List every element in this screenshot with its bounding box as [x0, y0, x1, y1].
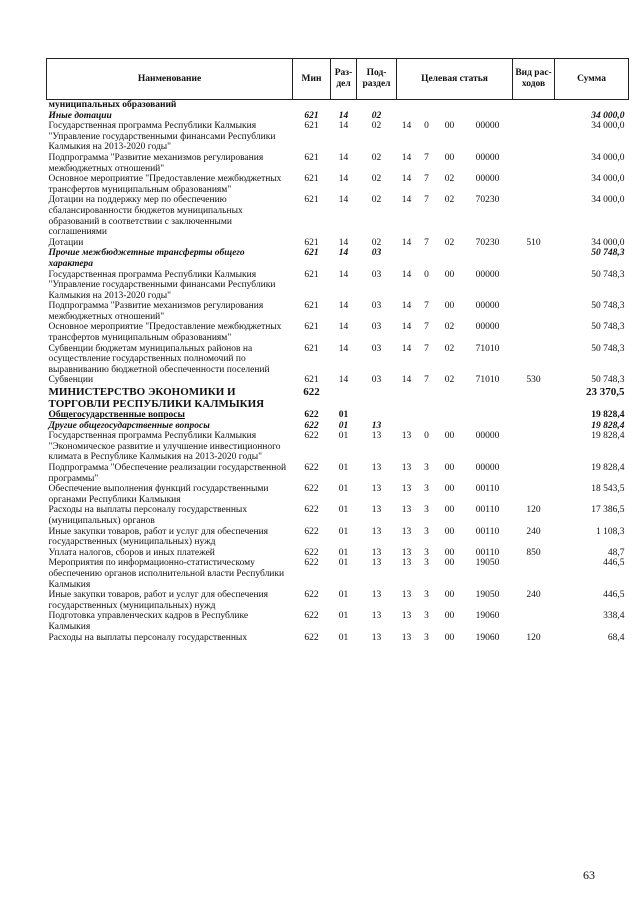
row-sum: 338,4 — [603, 611, 625, 622]
table-body — [47, 100, 629, 644]
row-ministry: 621 — [304, 237, 319, 248]
row-subsection: 13 — [371, 505, 382, 516]
row-target-program: 14 — [401, 174, 412, 185]
row-target-event — [437, 111, 463, 122]
table-header — [47, 59, 629, 100]
row-section: 14 — [338, 174, 349, 185]
row-expense-type — [513, 111, 555, 122]
row-ministry: 622 — [304, 484, 319, 495]
row-target-program: 13 — [401, 484, 412, 495]
table-row — [47, 590, 629, 611]
row-target-subprogram: 3 — [424, 526, 429, 537]
row-subsection: 02 — [371, 237, 382, 248]
row-subsection — [357, 100, 397, 111]
row-target-direction: 19050 — [475, 558, 500, 569]
row-target-direction: 00110 — [475, 484, 500, 495]
row-target-program: 14 — [401, 301, 412, 312]
row-sum: 50 748,3 — [591, 269, 625, 280]
row-target-direction: 70230 — [475, 237, 500, 248]
row-target-program: 14 — [401, 269, 412, 280]
row-subsection: 13 — [371, 611, 382, 622]
row-target-event: 02 — [444, 375, 455, 386]
row-section: 14 — [338, 343, 349, 354]
row-sum: 34 000,0 — [591, 152, 625, 163]
row-target-event: 02 — [444, 237, 455, 248]
table-row — [47, 386, 629, 410]
row-target-event: 00 — [444, 590, 455, 601]
row-expense-type — [513, 174, 555, 195]
header-target-article: Целевая статья — [397, 59, 513, 100]
row-name: муниципальных образований — [48, 100, 177, 110]
row-sum: 34 000,0 — [591, 121, 625, 132]
row-target-program — [397, 386, 417, 410]
row-name: Расходы на выплаты персоналу государственных (муниципальных) органов — [48, 505, 248, 526]
row-subsection: 03 — [371, 248, 382, 259]
table-row — [47, 121, 629, 153]
row-name: Подпрограмма "Обеспечение реализации государственной программы" — [48, 463, 287, 484]
row-target-event: 00 — [444, 611, 455, 622]
row-ministry: 621 — [304, 301, 319, 312]
row-target-direction — [463, 100, 513, 111]
row-section: 14 — [338, 195, 349, 206]
table-row — [47, 100, 629, 111]
row-target-direction: 00110 — [475, 526, 500, 537]
row-subsection: 03 — [371, 269, 382, 280]
row-subsection: 02 — [371, 174, 382, 185]
row-expense-type — [513, 421, 555, 432]
row-target-subprogram — [417, 248, 437, 269]
page-number: 63 — [583, 868, 595, 882]
row-target-subprogram: 7 — [424, 343, 429, 354]
row-section: 01 — [338, 410, 349, 421]
table-row — [47, 558, 629, 590]
row-ministry — [293, 100, 331, 111]
row-target-direction: 71010 — [475, 343, 500, 354]
row-target-subprogram: 7 — [424, 195, 429, 206]
row-target-subprogram: 7 — [424, 375, 429, 386]
row-target-event: 00 — [444, 558, 455, 569]
row-target-direction — [463, 248, 513, 269]
row-target-subprogram — [417, 111, 437, 122]
row-section: 14 — [338, 322, 349, 333]
row-subsection: 13 — [371, 431, 382, 442]
row-subsection: 03 — [371, 375, 382, 386]
row-target-direction: 70230 — [475, 195, 500, 206]
table-row — [47, 248, 629, 269]
row-ministry: 621 — [304, 195, 319, 206]
row-target-subprogram: 7 — [424, 237, 429, 248]
header-min: Мин — [293, 59, 331, 100]
row-target-direction: 00000 — [475, 463, 500, 473]
row-section: 14 — [338, 375, 349, 386]
row-target-program: 14 — [401, 195, 412, 206]
row-target-subprogram: 7 — [424, 322, 429, 333]
row-target-event: 00 — [444, 484, 455, 495]
row-sum: 50 748,3 — [591, 375, 625, 386]
row-sum: 19 828,4 — [591, 431, 625, 442]
row-target-event: 02 — [444, 322, 455, 333]
table-row — [47, 375, 629, 386]
row-target-subprogram: 3 — [424, 484, 429, 495]
table-row — [47, 195, 629, 237]
row-name: Другие общегосударственные вопросы — [48, 420, 210, 431]
row-target-subprogram: 3 — [424, 547, 429, 558]
row-ministry: 622 — [303, 386, 320, 399]
row-ministry: 621 — [304, 269, 319, 280]
row-name: Государственная программа Республики Калмыкия "Управление государственными финансами Республики Калмыкия на 2013-2020 годы" — [48, 121, 276, 153]
row-target-subprogram — [417, 100, 437, 111]
row-name: Государственная программа Республики Калмыкия "Экономическое развитие и улучшение инвестиционного климата в Республике Калмыкия на 2013-2020 годы" — [48, 431, 281, 463]
row-name: Дотации — [48, 237, 84, 248]
row-section: 14 — [338, 248, 349, 259]
row-sum: 17 386,5 — [591, 505, 625, 516]
row-sum: 19 828,4 — [591, 463, 625, 473]
row-ministry: 621 — [304, 322, 319, 333]
row-target-program: 14 — [401, 237, 412, 248]
row-target-subprogram: 3 — [424, 611, 429, 622]
row-expense-type — [513, 431, 555, 463]
header-sum: Сумма — [555, 59, 629, 100]
row-sum: 34 000,0 — [591, 237, 625, 248]
row-subsection: 13 — [371, 526, 382, 537]
row-ministry: 621 — [304, 152, 319, 163]
table-row — [47, 633, 629, 644]
row-target-direction — [463, 386, 513, 410]
row-section: 01 — [338, 431, 349, 442]
row-target-program: 13 — [401, 632, 412, 643]
row-subsection: 02 — [371, 121, 382, 132]
row-target-program — [397, 410, 417, 421]
row-target-event — [437, 248, 463, 269]
row-subsection: 03 — [371, 301, 382, 312]
row-sum: 68,4 — [607, 632, 625, 643]
header-name: Наименование — [47, 59, 293, 100]
table-row — [47, 421, 629, 432]
row-target-event: 02 — [444, 195, 455, 206]
row-name: Прочие межбюджетные трансферты общего характера — [48, 248, 245, 269]
row-target-direction: 00000 — [475, 431, 500, 442]
row-target-event: 02 — [444, 174, 455, 185]
row-name: Подпрограмма "Развитие механизмов регулирования межбюджетных отношений" — [48, 301, 264, 322]
row-sum: 34 000,0 — [591, 195, 625, 206]
row-subsection: 02 — [371, 195, 382, 206]
row-target-direction: 00000 — [475, 269, 500, 280]
row-section: 01 — [338, 558, 349, 569]
row-name: Иные закупки товаров, работ и услуг для обеспечения государственных (муниципальных) нужд — [48, 590, 269, 611]
row-section — [331, 386, 357, 410]
row-section: 01 — [338, 611, 349, 622]
row-subsection: 13 — [371, 558, 382, 569]
row-section: 01 — [338, 632, 349, 643]
row-subsection: 13 — [371, 420, 382, 431]
row-section: 01 — [338, 484, 349, 495]
row-name: Основное мероприятие "Предоставление межбюджетных трансфертов муниципальным образованиям" — [48, 322, 282, 344]
row-section: 14 — [338, 301, 349, 312]
row-sum: 19 828,4 — [591, 420, 625, 431]
row-target-subprogram — [417, 410, 437, 421]
row-expense-type: 120 — [526, 505, 541, 516]
row-expense-type — [513, 322, 555, 343]
row-target-subprogram: 7 — [424, 301, 429, 312]
row-subsection: 03 — [371, 343, 382, 354]
row-expense-type: 240 — [526, 526, 541, 537]
row-name: Общегосударственные вопросы — [48, 410, 185, 421]
row-section: 14 — [338, 237, 349, 248]
row-expense-type — [513, 153, 555, 174]
row-target-event: 00 — [444, 632, 455, 643]
row-name: МИНИСТЕРСТВО ЭКОНОМИКИ И ТОРГОВЛИ РЕСПУБЛИКИ КАЛМЫКИЯ — [48, 386, 265, 411]
row-target-program: 13 — [401, 526, 412, 537]
table-row — [47, 410, 629, 421]
row-section: 01 — [338, 420, 349, 431]
header-expense-type: Вид рас-ходов — [513, 59, 555, 100]
row-target-program: 13 — [401, 590, 412, 601]
row-target-direction: 00000 — [475, 174, 500, 185]
table-row — [47, 322, 629, 343]
row-target-subprogram: 7 — [424, 174, 429, 185]
row-ministry: 622 — [304, 420, 319, 431]
table-row — [47, 505, 629, 526]
row-expense-type — [513, 100, 555, 111]
row-name: Уплата налогов, сборов и иных платежей — [48, 547, 215, 558]
row-sum: 19 828,4 — [591, 410, 625, 421]
row-section: 14 — [338, 152, 349, 163]
row-section: 01 — [338, 526, 349, 537]
row-ministry: 622 — [304, 558, 319, 569]
row-target-program: 13 — [401, 505, 412, 516]
row-target-program — [397, 111, 417, 122]
row-section: 14 — [338, 121, 349, 132]
row-target-direction — [463, 410, 513, 421]
row-target-program: 13 — [401, 558, 412, 569]
row-expense-type — [513, 410, 555, 421]
table-row — [47, 174, 629, 195]
row-sum: 50 748,3 — [591, 343, 625, 354]
row-expense-type — [513, 611, 555, 632]
row-expense-type: 530 — [526, 375, 541, 386]
table-row — [47, 611, 629, 632]
row-name: Государственная программа Республики Калмыкия "Управление государственными финансами Республики Калмыкия на 2013-2020 годы" — [48, 269, 276, 301]
row-subsection — [357, 410, 397, 421]
row-target-program: 14 — [401, 322, 412, 333]
row-target-subprogram: 0 — [424, 269, 429, 280]
table-row — [47, 463, 629, 484]
row-target-program — [397, 248, 417, 269]
row-target-program: 13 — [401, 431, 412, 442]
row-subsection: 13 — [371, 590, 382, 601]
row-target-event: 00 — [444, 152, 455, 163]
row-name: Расходы на выплаты персоналу государственных — [48, 632, 248, 643]
row-subsection: 13 — [371, 463, 382, 473]
row-target-subprogram: 7 — [424, 152, 429, 163]
header-podrazdel: Под-раздел — [357, 59, 397, 100]
row-target-event — [437, 100, 463, 111]
row-target-subprogram: 3 — [424, 632, 429, 643]
row-target-subprogram: 3 — [424, 558, 429, 569]
row-expense-type: 850 — [526, 547, 541, 558]
row-name: Иные дотации — [48, 110, 112, 121]
row-target-direction: 00110 — [475, 505, 500, 516]
row-target-event: 00 — [444, 505, 455, 516]
row-section: 01 — [338, 590, 349, 601]
row-target-event — [437, 410, 463, 421]
row-expense-type — [513, 463, 555, 484]
row-name: Основное мероприятие "Предоставление межбюджетных трансфертов муниципальным образованиям" — [48, 174, 282, 195]
row-ministry: 621 — [304, 174, 319, 185]
row-target-subprogram — [417, 386, 437, 410]
row-target-subprogram: 3 — [424, 463, 429, 473]
row-target-direction: 19050 — [475, 590, 500, 601]
row-sum: 34 000,0 — [591, 110, 625, 121]
row-subsection: 13 — [371, 632, 382, 643]
row-expense-type — [513, 270, 555, 302]
row-expense-type — [513, 301, 555, 322]
row-ministry: 622 — [304, 463, 319, 473]
row-ministry: 621 — [304, 343, 319, 354]
row-target-event: 00 — [444, 547, 455, 558]
row-target-event: 00 — [444, 121, 455, 132]
row-target-program: 14 — [401, 152, 412, 163]
row-name: Субвенции бюджетам муниципальных районов на осуществление государственных полномочий по выравниванию бюджетной обеспеченности поселений — [48, 343, 270, 375]
row-target-direction: 00000 — [475, 322, 500, 333]
row-ministry: 622 — [304, 410, 319, 421]
row-name: Субвенции — [48, 375, 94, 386]
table-row — [47, 431, 629, 463]
row-ministry: 622 — [304, 547, 319, 558]
row-sum: 50 748,3 — [591, 248, 625, 259]
row-ministry: 622 — [304, 611, 319, 622]
row-target-program: 14 — [401, 343, 412, 354]
row-target-direction: 19060 — [475, 611, 500, 622]
row-subsection: 02 — [371, 110, 382, 121]
row-target-direction: 19060 — [475, 632, 500, 643]
row-expense-type — [513, 386, 555, 410]
row-section: 01 — [338, 463, 349, 473]
row-ministry: 621 — [304, 248, 319, 259]
row-target-program: 13 — [401, 611, 412, 622]
table-row — [47, 270, 629, 302]
row-expense-type — [513, 484, 555, 505]
row-sum: 1 108,3 — [596, 526, 625, 537]
row-target-event — [437, 386, 463, 410]
table-row — [47, 548, 629, 559]
row-expense-type: 120 — [526, 632, 541, 643]
row-ministry: 622 — [304, 590, 319, 601]
row-target-direction — [463, 421, 513, 432]
row-section: 01 — [338, 505, 349, 516]
row-subsection: 13 — [371, 547, 382, 558]
row-expense-type — [513, 248, 555, 269]
row-sum: 446,5 — [603, 558, 625, 569]
row-expense-type — [513, 121, 555, 153]
row-name: Обеспечение выполнения функций государственными органами Республики Калмыкия — [48, 484, 269, 505]
row-target-subprogram: 0 — [424, 121, 429, 132]
row-target-program: 13 — [401, 463, 412, 473]
row-expense-type — [513, 195, 555, 237]
row-target-direction: 71010 — [475, 375, 500, 386]
row-ministry: 622 — [304, 505, 319, 516]
row-sum — [555, 100, 629, 111]
row-sum: 34 000,0 — [591, 174, 625, 185]
row-sum: 50 748,3 — [591, 322, 625, 333]
row-ministry: 622 — [304, 526, 319, 537]
row-target-program: 13 — [401, 547, 412, 558]
row-target-event: 00 — [444, 301, 455, 312]
row-target-subprogram: 0 — [424, 431, 429, 442]
row-expense-type — [513, 558, 555, 590]
row-expense-type: 240 — [526, 590, 541, 601]
row-target-event: 00 — [444, 526, 455, 537]
table-row — [47, 344, 629, 376]
table-row — [47, 153, 629, 174]
row-target-direction: 00110 — [475, 547, 500, 558]
row-ministry: 621 — [304, 121, 319, 132]
row-section — [331, 100, 357, 111]
budget-document — [46, 58, 628, 643]
table-row — [47, 238, 629, 249]
row-target-event: 00 — [444, 463, 455, 473]
row-expense-type: 510 — [526, 237, 541, 248]
row-target-program: 14 — [401, 121, 412, 132]
row-target-subprogram: 3 — [424, 505, 429, 516]
row-ministry: 621 — [304, 110, 319, 121]
row-subsection: 02 — [371, 152, 382, 163]
row-sum: 48,7 — [607, 547, 625, 558]
row-target-direction: 00000 — [475, 152, 500, 163]
table-row — [47, 484, 629, 505]
row-subsection: 03 — [371, 322, 382, 333]
row-target-program: 14 — [401, 375, 412, 386]
row-target-program — [397, 100, 417, 111]
table-row — [47, 111, 629, 122]
row-name: Подпрограмма "Развитие механизмов регулирования межбюджетных отношений" — [48, 152, 264, 174]
row-ministry: 621 — [304, 375, 319, 386]
row-target-subprogram: 3 — [424, 590, 429, 601]
row-expense-type — [513, 344, 555, 376]
table-row — [47, 301, 629, 322]
table-row — [47, 527, 629, 548]
row-sum: 446,5 — [603, 590, 625, 601]
row-subsection — [357, 386, 397, 410]
row-name: Иные закупки товаров, работ и услуг для обеспечения государственных (муниципальных) нужд — [48, 526, 269, 548]
row-section: 14 — [338, 269, 349, 280]
budget-table — [46, 58, 629, 643]
row-section: 14 — [338, 110, 349, 121]
row-target-event: 00 — [444, 431, 455, 442]
row-name: Мероприятия по информационно-статистическому обеспечению органов исполнительной власти Республики Калмыкия — [48, 558, 285, 590]
row-target-direction — [463, 111, 513, 122]
row-target-subprogram — [417, 421, 437, 432]
row-sum: 23 370,5 — [586, 386, 625, 399]
row-target-program — [397, 421, 417, 432]
row-subsection: 13 — [371, 484, 382, 495]
row-ministry: 622 — [304, 632, 319, 643]
row-target-direction: 00000 — [475, 121, 500, 132]
row-sum: 18 543,5 — [591, 484, 625, 495]
row-target-event: 00 — [444, 269, 455, 280]
row-section: 01 — [338, 547, 349, 558]
row-target-event — [437, 421, 463, 432]
row-ministry: 622 — [304, 431, 319, 442]
header-razdel: Раз-дел — [331, 59, 357, 100]
row-name: Подготовка управленческих кадров в Республике Калмыкия — [48, 611, 249, 632]
row-target-direction: 00000 — [475, 301, 500, 312]
row-sum: 50 748,3 — [591, 301, 625, 312]
row-target-event: 02 — [444, 343, 455, 354]
row-name: Дотации на поддержку мер по обеспечению сбалансированности бюджетов муниципальных образований в соответствии с заключенными соглашениями — [48, 195, 243, 238]
